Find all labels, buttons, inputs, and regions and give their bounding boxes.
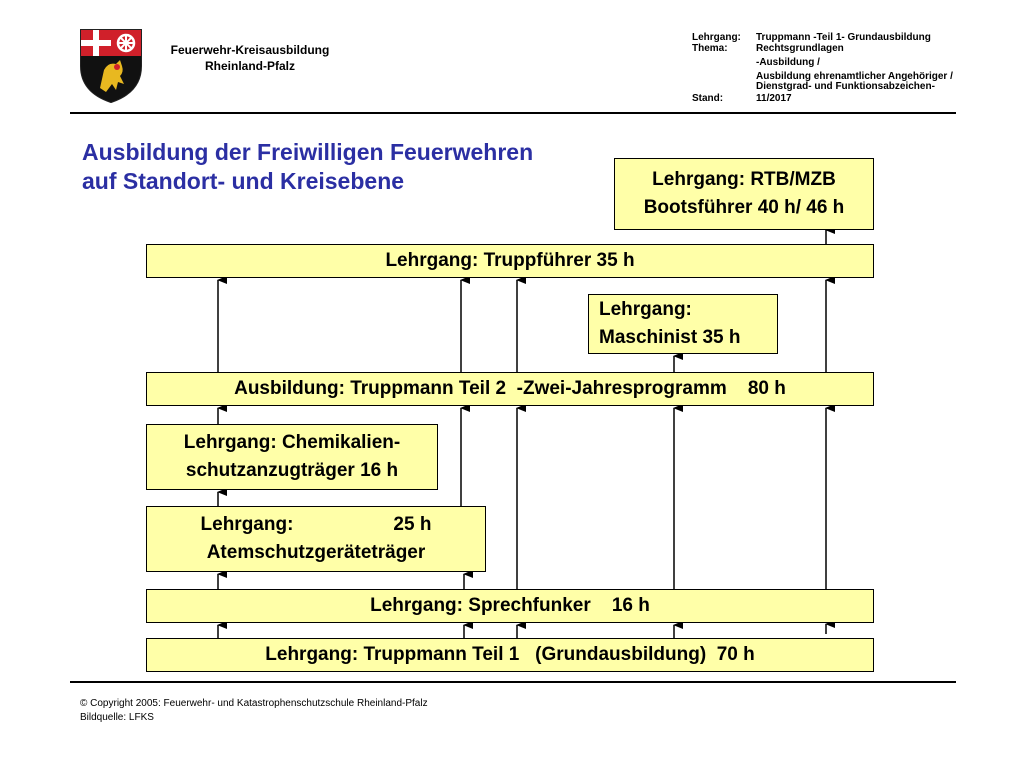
org-line1: Feuerwehr-Kreisausbildung: [170, 43, 330, 57]
thema-value: Rechtsgrundlagen: [756, 43, 844, 54]
box-truppmann-teil1: [146, 638, 874, 672]
footer-divider: [70, 681, 956, 683]
maschinist-line1: Lehrgang:: [599, 299, 692, 320]
atemschutz-line1-label: Lehrgang:: [200, 514, 294, 535]
thema-line3: Ausbildung ehrenamtlicher Angehöriger /: [756, 71, 953, 82]
atemschutz-line1-hours: 25 h: [393, 514, 432, 535]
thema-line4: Dienstgrad- und Funktionsabzeichen-: [756, 81, 935, 92]
bildquelle-text: Bildquelle: LFKS: [80, 712, 154, 723]
truppmann2-label: Ausbildung: Truppmann Teil 2 -Zwei-Jahresprogramm 80 h: [234, 378, 786, 399]
truppmann1-label: Lehrgang: Truppmann Teil 1 (Grundausbildung) 70 h: [265, 644, 755, 665]
footer: [80, 697, 428, 725]
lehrgang-label: Lehrgang:: [692, 32, 741, 43]
box-atemschutz: [146, 506, 486, 572]
box-truppmann-teil2: [146, 372, 874, 406]
stand-value: 11/2017: [756, 93, 792, 104]
stand-label: Stand:: [692, 93, 724, 104]
box-truppfuehrer: [146, 244, 874, 278]
chemie-line1: Lehrgang: Chemikalien-: [183, 432, 401, 453]
rtb-line2: Bootsführer 40 h/ 46 h: [643, 197, 845, 218]
box-rtb-mzb: [614, 158, 874, 230]
box-sprechfunker: [146, 589, 874, 623]
truppfuehrer-label: Lehrgang: Truppführer 35 h: [385, 250, 635, 271]
maschinist-line2: Maschinist 35 h: [599, 327, 741, 348]
copyright-text: © Copyright 2005: Feuerwehr- und Katastrophenschutzschule Rheinland-Pfalz: [80, 698, 428, 709]
box-maschinist: [588, 294, 778, 354]
thema-label: Thema:: [692, 43, 728, 54]
atemschutz-line2: Atemschutzgeräteträger: [206, 542, 426, 563]
chemie-line2: schutzanzugträger 16 h: [185, 460, 399, 481]
title-line2: auf Standort- und Kreisebene: [82, 168, 405, 194]
sprechfunker-label: Lehrgang: Sprechfunker 16 h: [370, 595, 650, 616]
org-line2: Rheinland-Pfalz: [204, 59, 295, 73]
title-line1: Ausbildung der Freiwilligen Feuerwehren: [82, 139, 534, 165]
rtb-line1: Lehrgang: RTB/MZB: [652, 169, 836, 190]
box-chemikalienschutz: [146, 424, 438, 490]
lehrgang-value: Truppmann -Teil 1- Grundausbildung: [756, 32, 931, 43]
thema-line2: -Ausbildung /: [756, 57, 820, 68]
